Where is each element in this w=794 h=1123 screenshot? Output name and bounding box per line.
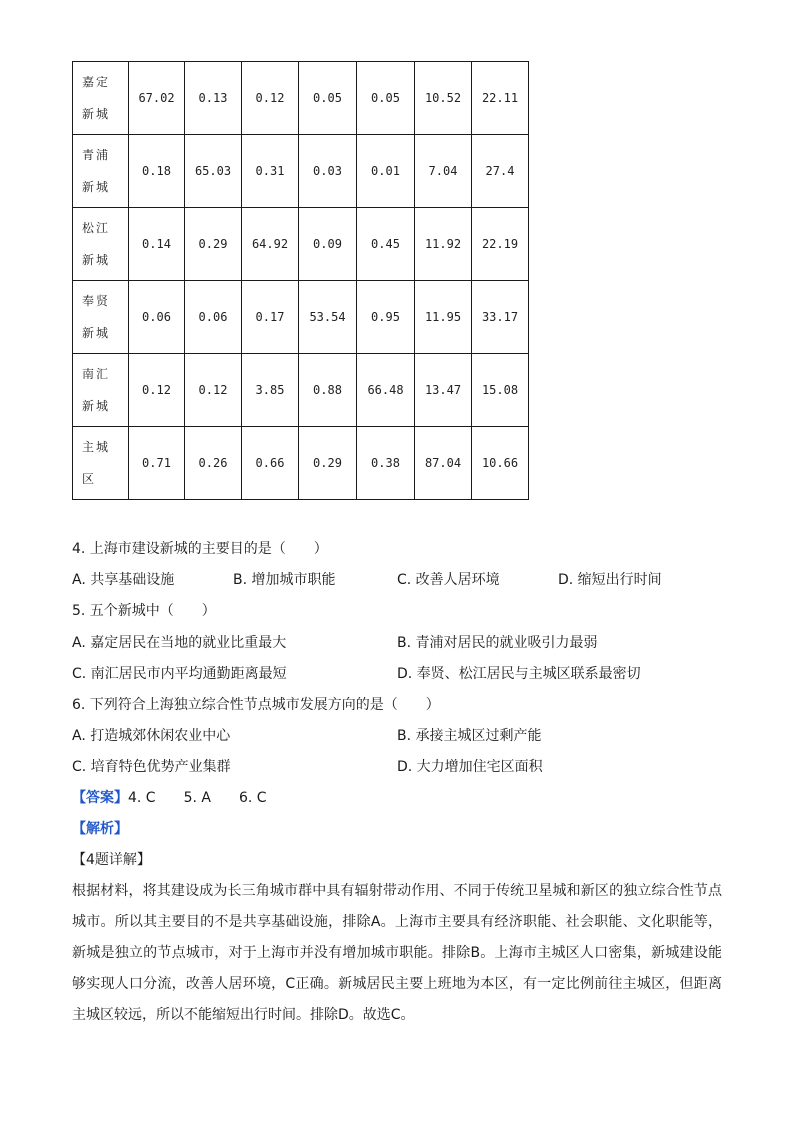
q4-option-a: A. 共享基础设施 [72, 572, 175, 588]
table-cell: 0.31 [242, 135, 299, 208]
table-cell: 13.47 [415, 354, 472, 427]
table-cell: 0.71 [129, 427, 185, 500]
row-label: 南汇新城 [82, 367, 111, 413]
table-cell: 0.06 [185, 281, 242, 354]
row-label-cell [73, 281, 129, 354]
table-cell: 11.95 [415, 281, 472, 354]
q5-option-d: D. 奉贤、松江居民与主城区联系最密切 [397, 666, 641, 682]
table-cell: 66.48 [357, 354, 415, 427]
question-6-stem: 6. 下列符合上海独立综合性节点城市发展方向的是（ ） [72, 697, 440, 713]
table-cell: 0.12 [242, 62, 299, 135]
q6-option-c: C. 培育特色优势产业集群 [72, 759, 231, 775]
q4-option-c: C. 改善人居环境 [397, 572, 500, 588]
table-cell: 87.04 [415, 427, 472, 500]
table-cell: 0.05 [357, 62, 415, 135]
q6-option-a: A. 打造城郊休闲农业中心 [72, 728, 231, 744]
table-cell: 67.02 [129, 62, 185, 135]
table-cell: 11.92 [415, 208, 472, 281]
table-cell: 0.01 [357, 135, 415, 208]
answer-line [72, 788, 267, 808]
q4-option-d: D. 缩短出行时间 [558, 572, 662, 588]
q5-option-a: A. 嘉定居民在当地的就业比重最大 [72, 635, 287, 651]
row-label-cell [73, 354, 129, 427]
row-label: 奉贤新城 [82, 294, 111, 340]
analysis-label: 【解析】 [72, 821, 128, 837]
table-row [73, 62, 529, 135]
commute-data-table [72, 61, 529, 500]
q6-option-b: B. 承接主城区过剩产能 [397, 728, 542, 744]
row-label: 青浦新城 [82, 148, 111, 194]
table-cell: 0.12 [129, 354, 185, 427]
table-cell: 53.54 [299, 281, 357, 354]
table-cell: 0.09 [299, 208, 357, 281]
table-cell: 0.05 [299, 62, 357, 135]
table-cell: 0.06 [129, 281, 185, 354]
table-cell: 10.66 [472, 427, 529, 500]
table-cell: 0.14 [129, 208, 185, 281]
row-label-cell [73, 135, 129, 208]
row-label-cell [73, 208, 129, 281]
table-cell: 0.45 [357, 208, 415, 281]
table-body [73, 62, 529, 500]
table-cell: 0.29 [299, 427, 357, 500]
table-row [73, 427, 529, 500]
table-cell: 10.52 [415, 62, 472, 135]
table-cell: 0.95 [357, 281, 415, 354]
row-label: 嘉定新城 [82, 75, 111, 121]
table-cell: 27.4 [472, 135, 529, 208]
q4-option-b: B. 增加城市职能 [233, 572, 336, 588]
answer-text: 4. C 5. A 6. C [128, 790, 267, 806]
table-cell: 0.88 [299, 354, 357, 427]
table-cell: 0.26 [185, 427, 242, 500]
question-5-stem: 5. 五个新城中（ ） [72, 603, 216, 619]
table-cell: 3.85 [242, 354, 299, 427]
table-row [73, 208, 529, 281]
row-label-cell [73, 427, 129, 500]
table-cell: 22.11 [472, 62, 529, 135]
table-cell: 0.12 [185, 354, 242, 427]
table-row [73, 354, 529, 427]
row-label: 主城区 [82, 440, 111, 486]
analysis-paragraph: 根据材料，将其建设成为长三角城市群中具有辐射带动作用、不同于传统卫星城和新区的独立综合性节点城市。所以其主要目的不是共享基础设施，排除A。上海市主要具有经济职能、社会职能、文化职能等，新城是独立的节点城市，对于上海市并没有增加城市职能。排除B。上海市主城区人口密集，新城建设能够实现人口分流，改善人居环境，C正确。新城居民主要上班地为本区，有一定比例前往主城区，但距离主城区较远，所以不能缩短出行时间。排除D。故选C。 [72, 883, 722, 1023]
table-cell: 0.17 [242, 281, 299, 354]
table-cell: 0.38 [357, 427, 415, 500]
table-row [73, 281, 529, 354]
table-cell: 15.08 [472, 354, 529, 427]
table-cell: 22.19 [472, 208, 529, 281]
table-cell: 0.29 [185, 208, 242, 281]
q5-option-b: B. 青浦对居民的就业吸引力最弱 [397, 635, 598, 651]
table-cell: 0.18 [129, 135, 185, 208]
table-cell: 0.13 [185, 62, 242, 135]
table-row [73, 135, 529, 208]
table-cell: 0.66 [242, 427, 299, 500]
answer-label: 【答案】 [72, 790, 128, 806]
table-cell: 33.17 [472, 281, 529, 354]
table-cell: 65.03 [185, 135, 242, 208]
row-label: 松江新城 [82, 221, 111, 267]
analysis-subheading: 【4题详解】 [72, 852, 151, 868]
row-label-cell [73, 62, 129, 135]
table-cell: 64.92 [242, 208, 299, 281]
table-cell: 0.03 [299, 135, 357, 208]
question-4-stem: 4. 上海市建设新城的主要目的是（ ） [72, 541, 328, 557]
q5-option-c: C. 南汇居民市内平均通勤距离最短 [72, 666, 287, 682]
q6-option-d: D. 大力增加住宅区面积 [397, 759, 543, 775]
table-cell: 7.04 [415, 135, 472, 208]
